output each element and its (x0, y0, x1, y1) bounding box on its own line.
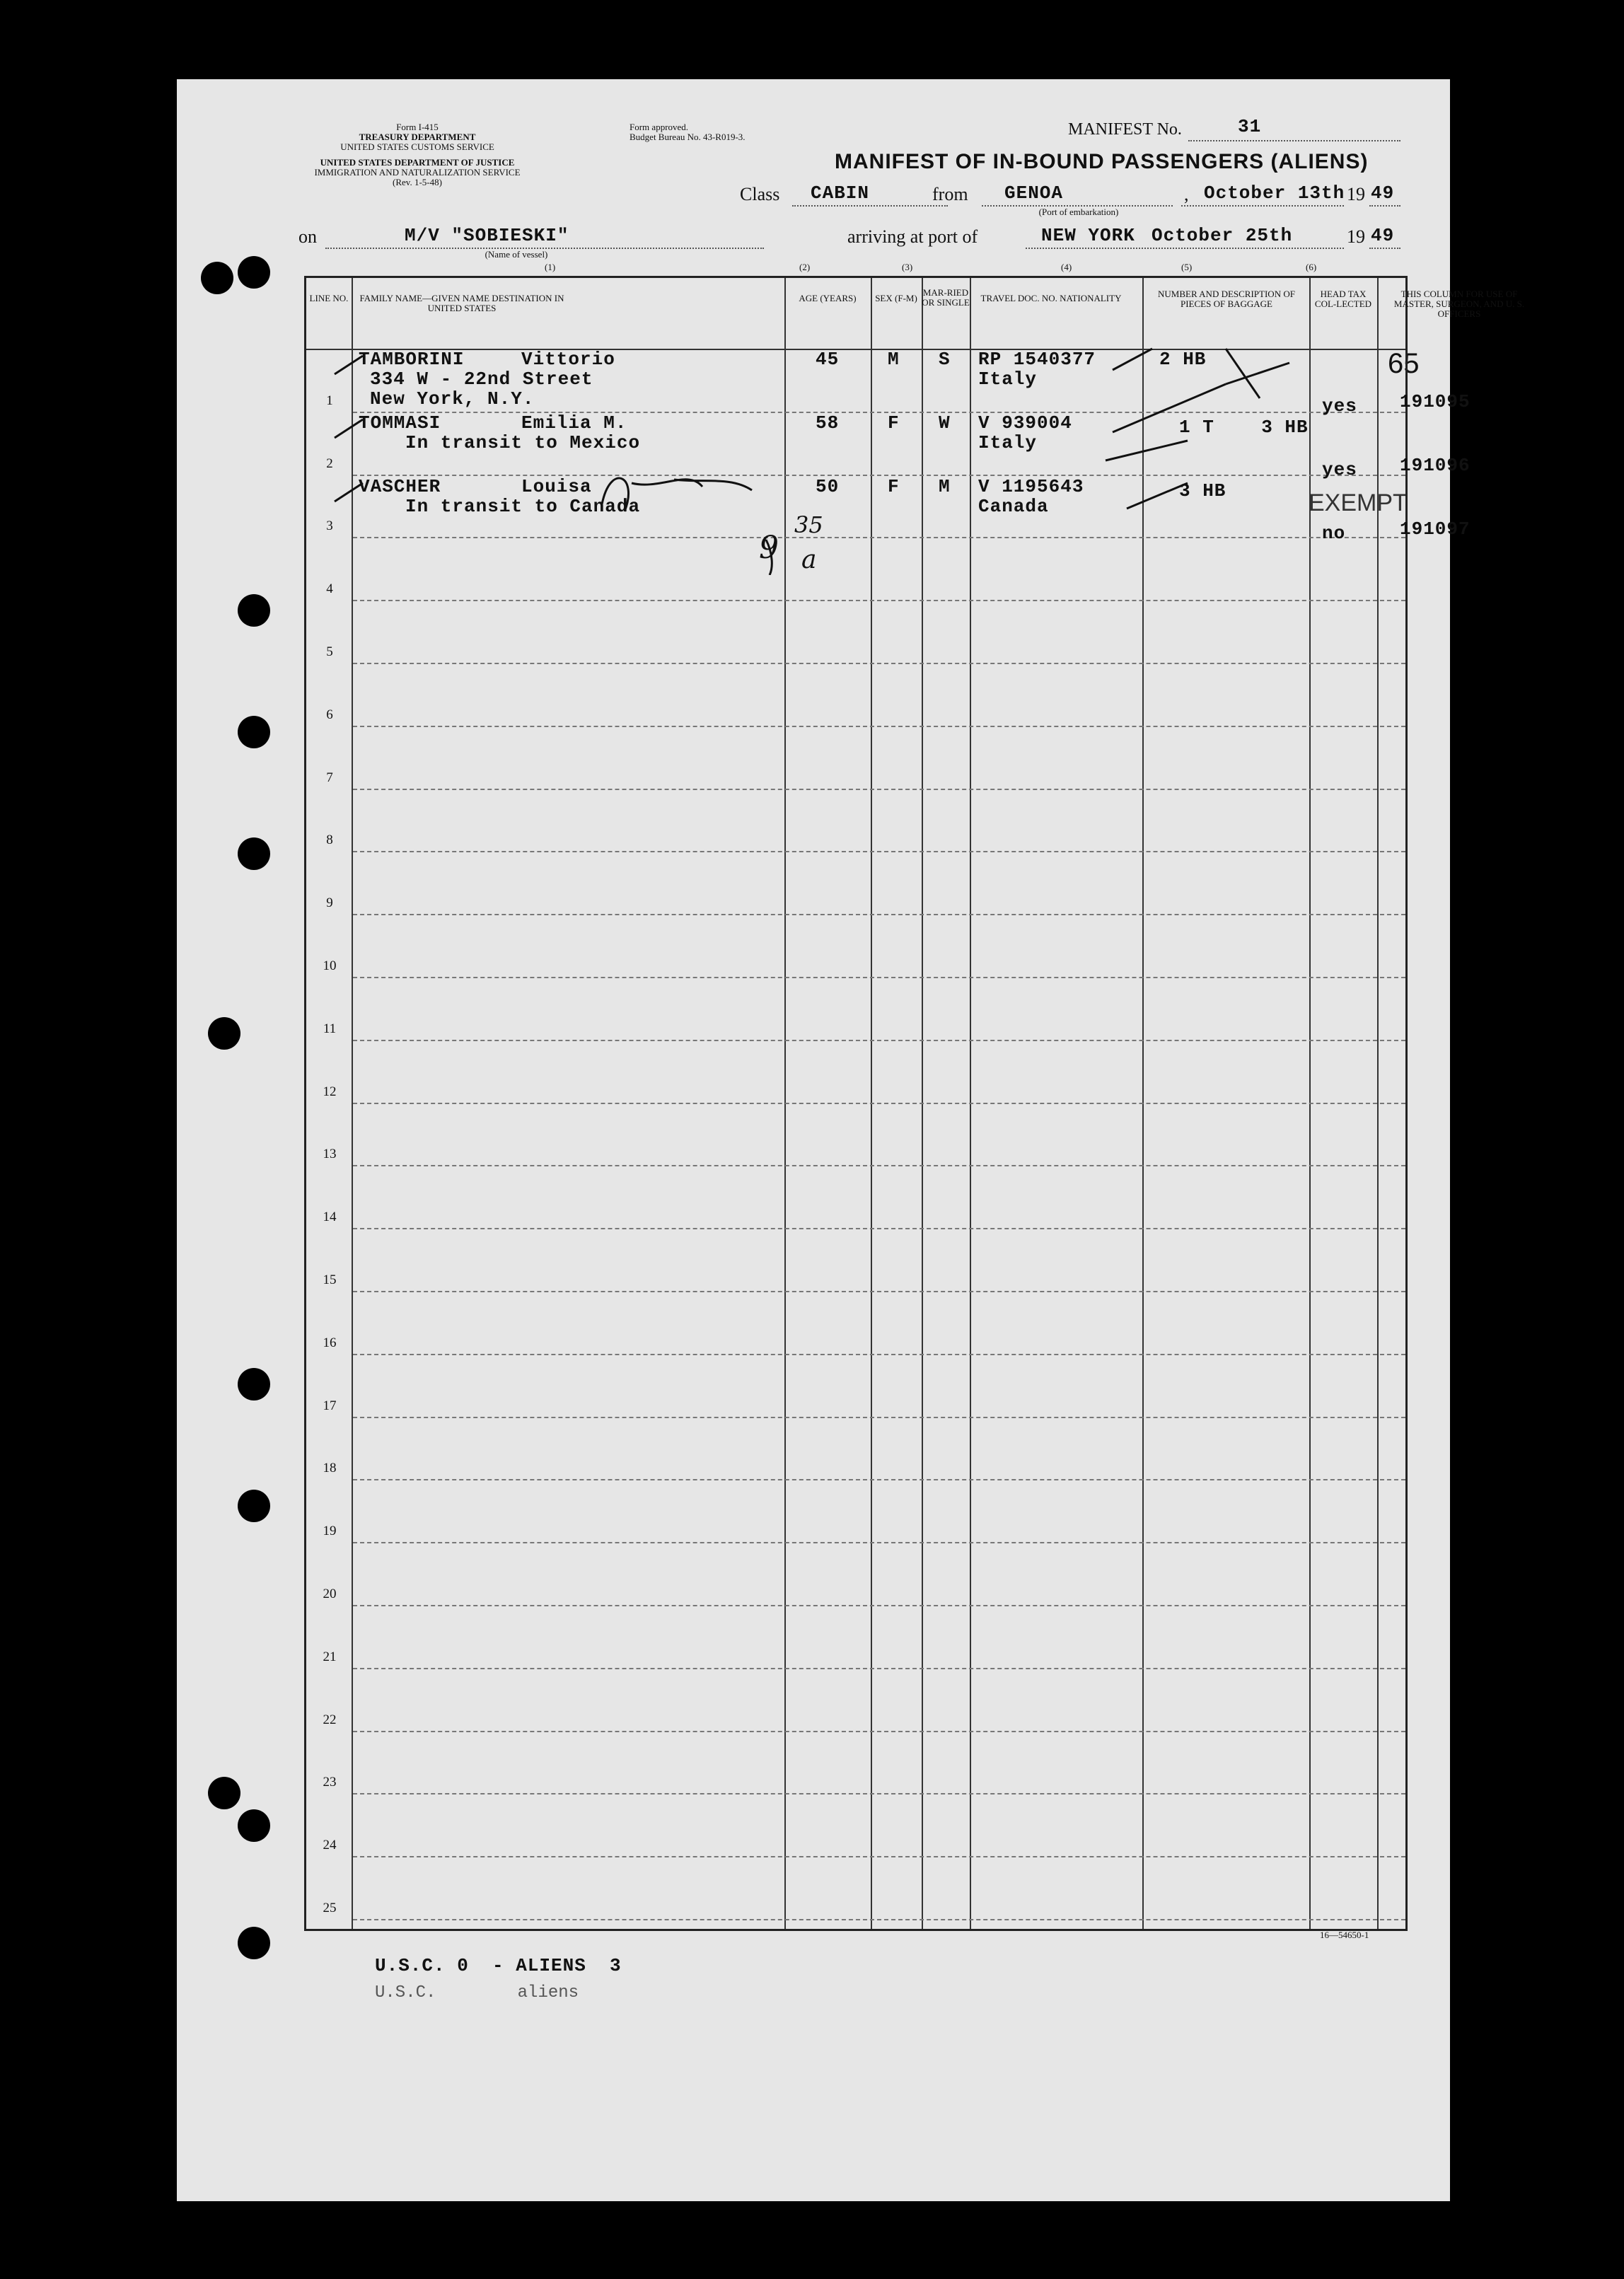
passenger-nationality: Canada (978, 496, 1049, 517)
column-number: (4) (1061, 262, 1072, 272)
line-number: 1 (326, 393, 333, 408)
punch-hole (208, 1017, 240, 1050)
header-age: AGE (YEARS) (799, 293, 857, 303)
line-number: 24 (323, 1838, 337, 1853)
line-number: 3 (326, 518, 333, 534)
passenger-officer-no: 191097 (1400, 518, 1471, 540)
line-number: 20 (323, 1587, 337, 1601)
row-rule (353, 1040, 1405, 1041)
row-rule (353, 851, 1405, 852)
line-number: 21 (323, 1649, 337, 1664)
vessel-name: M/V "SOBIESKI" (405, 225, 569, 246)
manifest-page (177, 79, 1525, 2201)
header-head-tax: HEAD TAX COL-LECTED (1314, 289, 1372, 309)
row-rule (353, 726, 1405, 727)
fraction-bottom: a (801, 545, 817, 574)
line-number: 15 (323, 1272, 337, 1287)
line-number: 2 (326, 456, 333, 471)
passenger-travel-doc: RP 1540377 (978, 349, 1096, 370)
year-prefix: 19 (1347, 184, 1365, 204)
punch-hole (238, 1368, 270, 1401)
row-rule (353, 1668, 1405, 1669)
column-number: (3) (902, 262, 913, 272)
embark-caption: (Port of embarkation) (1038, 207, 1119, 217)
punch-hole (238, 594, 270, 627)
passenger-travel-doc: V 1195643 (978, 476, 1084, 497)
passenger-travel-doc: V 939004 (978, 412, 1072, 434)
line-number: 25 (323, 1901, 337, 1915)
line-number: 14 (323, 1210, 337, 1225)
arriving-label: arriving at port of (847, 226, 978, 247)
line-number: 9 (326, 895, 333, 911)
totals-line-faint: U.S.C. aliens (375, 1983, 579, 2002)
line-number: 22 (323, 1712, 337, 1727)
line-number: 17 (323, 1398, 337, 1413)
revision: (Rev. 1-5-48) (393, 177, 442, 187)
manifest-number: 31 (1238, 116, 1262, 137)
row-rule (353, 1103, 1405, 1104)
punch-hole (201, 262, 233, 294)
passenger-sex: F (888, 412, 900, 434)
passenger-given-name: Louisa (521, 476, 592, 497)
row-rule (353, 914, 1405, 915)
passenger-family-name: TOMMASI (359, 412, 441, 434)
line-number: 8 (326, 833, 333, 848)
row-rule (353, 1856, 1405, 1857)
customs-service: UNITED STATES CUSTOMS SERVICE (340, 141, 494, 152)
passenger-given-name: Emilia M. (521, 412, 627, 434)
passenger-destination: In transit to Mexico (405, 432, 641, 453)
punch-hole (238, 837, 270, 870)
line-number: 5 (326, 644, 333, 659)
treasury-dept: TREASURY DEPARTMENT (359, 132, 476, 142)
header-married: MAR-RIED OR SINGLE (922, 287, 970, 308)
header-travel-doc: TRAVEL DOC. NO. NATIONALITY (980, 293, 1122, 303)
arrival-port: NEW YORK (1041, 225, 1135, 246)
form-approved: Form approved. (630, 122, 689, 132)
punch-hole (238, 1927, 270, 1959)
header-name: FAMILY NAME—GIVEN NAME DESTINATION IN UNITED STATES (359, 293, 564, 313)
passenger-marital: W (939, 412, 951, 434)
vessel-caption: (Name of vessel) (485, 249, 548, 260)
row-rule (353, 1731, 1405, 1732)
line-number: 23 (323, 1775, 337, 1790)
margin-number: 65 (1388, 348, 1420, 379)
passenger-marital: S (939, 349, 951, 370)
class-label: Class (740, 184, 780, 204)
passenger-family-name: TAMBORINI (359, 349, 465, 370)
row-rule (353, 1165, 1405, 1166)
punch-hole (208, 1777, 240, 1809)
column-number: (6) (1306, 262, 1317, 272)
passenger-nationality: Italy (978, 369, 1038, 390)
passenger-age: 50 (816, 476, 840, 497)
punch-hole (238, 716, 270, 748)
passenger-destination-2: New York, N.Y. (370, 388, 535, 410)
passenger-age: 58 (816, 412, 840, 434)
form-number: Form I-415 (396, 122, 439, 132)
passenger-age: 45 (816, 349, 840, 370)
fraction-left: 9 (759, 530, 779, 566)
passenger-destination: 334 W - 22nd Street (370, 369, 593, 390)
passenger-sex: M (888, 349, 900, 370)
passenger-nationality: Italy (978, 432, 1038, 453)
passenger-officer-no: 191095 (1400, 391, 1471, 412)
header-line-no: LINE NO. (309, 293, 349, 303)
passenger-head-tax: yes (1322, 395, 1357, 417)
totals-line: U.S.C. 0 - ALIENS 3 (375, 1955, 622, 1976)
from-label: from (932, 184, 968, 204)
row-rule (353, 1919, 1405, 1920)
passenger-officer-no: 191096 (1400, 455, 1471, 476)
budget-bureau: Budget Bureau No. 43-R019-3. (630, 132, 746, 142)
passenger-given-name: Vittorio (521, 349, 615, 370)
comma: , (1184, 184, 1189, 204)
punch-hole (238, 1809, 270, 1842)
passenger-sex: F (888, 476, 900, 497)
column-number: (1) (545, 262, 556, 272)
header-baggage: NUMBER AND DESCRIPTION OF PIECES OF BAGGAGE (1158, 289, 1295, 309)
line-number: 18 (323, 1461, 337, 1476)
row-rule (353, 1291, 1405, 1292)
passenger-marital: M (939, 476, 951, 497)
row-rule (353, 663, 1405, 664)
line-number: 4 (326, 581, 333, 597)
class-value: CABIN (811, 182, 870, 204)
manifest-label: MANIFEST No. (1068, 120, 1182, 139)
footer-code: 16—54650-1 (1320, 1930, 1369, 1940)
row-rule (353, 1354, 1405, 1355)
line-number: 11 (323, 1021, 337, 1036)
column-number: (2) (799, 262, 811, 272)
punch-hole (238, 256, 270, 289)
header-sex: SEX (F-M) (875, 293, 917, 303)
fraction-top: 35 (794, 511, 823, 538)
row-rule (353, 1417, 1405, 1418)
page-title: MANIFEST OF IN-BOUND PASSENGERS (ALIENS) (835, 150, 1369, 173)
arrival-date: October 25th (1152, 225, 1293, 246)
year-prefix-2: 19 (1347, 226, 1365, 247)
embark-port: GENOA (1004, 182, 1064, 204)
line-number: 12 (323, 1084, 337, 1099)
line-number: 6 (326, 707, 333, 722)
passenger-destination: In transit to Canada (405, 496, 641, 517)
passenger-table (304, 276, 1525, 1931)
passenger-family-name: VASCHER (359, 476, 441, 497)
line-number: 16 (323, 1335, 337, 1350)
justice-dept: UNITED STATES DEPARTMENT OF JUSTICE (320, 157, 515, 168)
passenger-baggage: 1 T 3 HB (1179, 417, 1309, 438)
passenger-baggage: 2 HB (1159, 349, 1207, 370)
column-number: (5) (1181, 262, 1193, 272)
header-officers: THIS COLUMN FOR USE OF MASTER, SURGEON, AND U. S. OFFICERS (1393, 289, 1525, 319)
punch-hole (238, 1490, 270, 1522)
passenger-baggage: 3 HB (1179, 480, 1226, 501)
ins-service: IMMIGRATION AND NATURALIZATION SERVICE (314, 167, 521, 178)
line-number: 7 (326, 770, 333, 785)
row-rule (353, 789, 1405, 790)
row-rule (353, 600, 1405, 601)
arrival-year: 49 (1371, 225, 1395, 246)
departure-date: October 13th (1204, 182, 1345, 204)
line-number: 13 (323, 1147, 337, 1162)
passenger-head-tax: yes (1322, 459, 1357, 480)
row-rule (353, 1228, 1405, 1229)
handwritten-marks (306, 342, 1410, 575)
row-rule (353, 1605, 1405, 1606)
line-number: 19 (323, 1524, 337, 1539)
row-rule (353, 1479, 1405, 1480)
row-rule (353, 1793, 1405, 1794)
exempt-stamp: EXEMPT (1309, 489, 1408, 516)
row-rule (353, 977, 1405, 978)
on-label: on (298, 226, 317, 247)
departure-year: 49 (1371, 182, 1395, 204)
line-number: 10 (323, 958, 337, 973)
passenger-head-tax: no (1322, 523, 1346, 544)
row-rule (353, 1542, 1405, 1543)
